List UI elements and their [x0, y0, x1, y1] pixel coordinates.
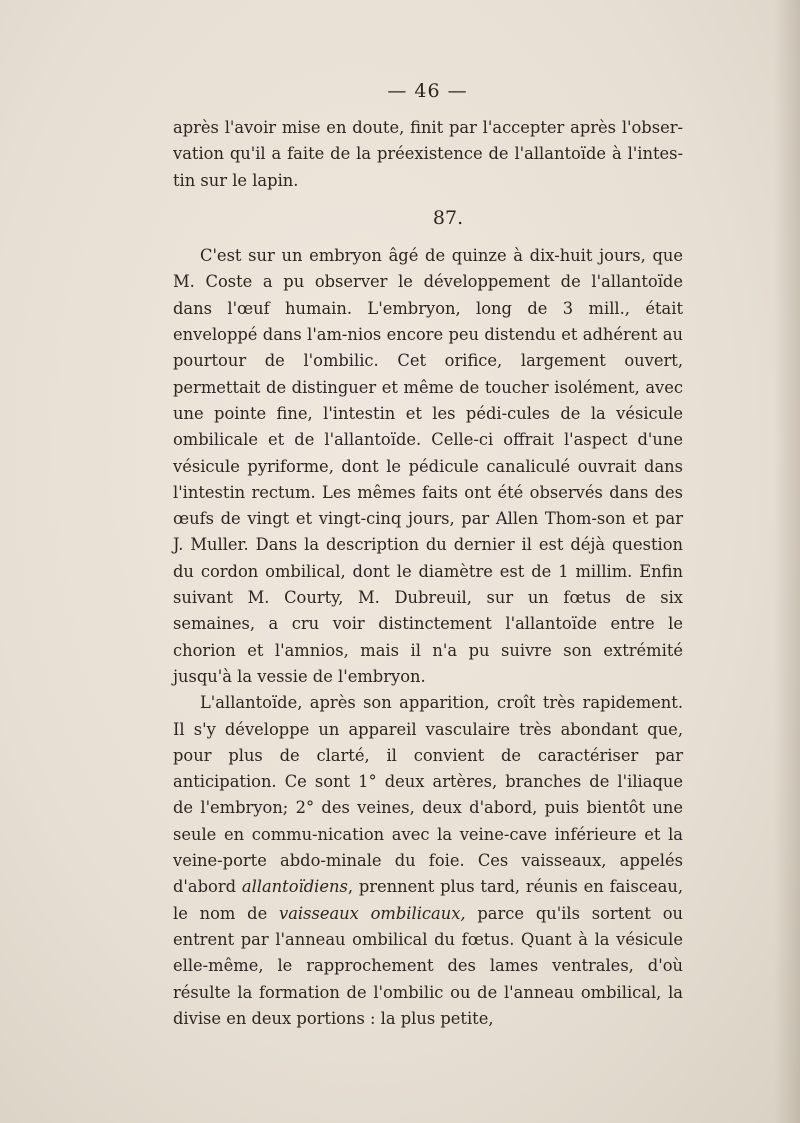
- paragraph-text-3: parce qu'ils sortent ou entrent par l'anneau ombilical du fœtus. Quant à la vésicule elle-même, le rapprochement des lames ventrales, d'où résulte la formation de l'ombilic ou de l'anneau ombilical, la divise en deux portions : la plus petite,: [173, 903, 683, 1028]
- paragraph-text-2: , prennent plus tard, réunis en faisceau, le nom de: [173, 877, 683, 923]
- paragraph-coste-embryo: C'est sur un embryon âgé de quinze à dix-huit jours, que M. Coste a pu observer le développement de l'allantoïde dans l'œuf humain. L'embryon, long de 3 mill., était enveloppé dans l'am-nios encore peu distendu et adhérent au pourtour de l'ombilic. Cet orifice, largement ouvert, permettait de distinguer et même de toucher isolément, avec une pointe fine, l'intestin et les pédi-cules de la vésicule ombilicale et de l'allantoïde. Celle-ci offrait l'aspect d'une vésicule pyriforme, dont le pédicule canaliculé ouvrait dans l'intestin rectum. Les mêmes faits ont été observés dans des œufs de vingt et vingt-cinq jours, par Allen Thom-son et par J. Muller. Dans la description du dernier il est déjà question du cordon ombilical, dont le diamètre est de 1 millim. Enfin suivant M. Courty, M. Dubreuil, sur un fœtus de six semaines, a cru voir distinctement l'allantoïde entre le chorion et l'amnios, mais il n'a pu suivre son extrémité jusqu'à la vessie de l'embryon.: [173, 246, 683, 686]
- continuation-paragraph: après l'avoir mise en doute, finit par l'accepter après l'obser-vation qu'il a faite de la préexistence de l'allantoïde à l'intes-tin sur le lapin.: [173, 118, 683, 190]
- body-text: [173, 115, 683, 1032]
- paragraph-allantois-growth: [173, 690, 683, 1032]
- italic-term-allantoidiens: allantoïdiens: [241, 877, 348, 897]
- page-spine-shadow: [774, 0, 800, 1123]
- paragraph-text-1: L'allantoïde, après son apparition, croît très rapidement. Il s'y développe un appareil vasculaire très abondant que, pour plus de clarté, il convient de caractériser par anticipation. Ce sont 1° deux artères, branches de l'iliaque de l'embryon; 2° des veines, deux d'abord, puis bientôt une seule en commu-nication avec la veine-cave inférieure et la veine-porte abdo-minale du foie. Ces vaisseaux, appelés d'abord: [173, 693, 683, 897]
- italic-term-vaisseaux-ombilicaux: vaisseaux ombilicaux,: [279, 903, 466, 923]
- page-number: — 46 —: [387, 80, 468, 102]
- section-number: 87.: [432, 206, 464, 229]
